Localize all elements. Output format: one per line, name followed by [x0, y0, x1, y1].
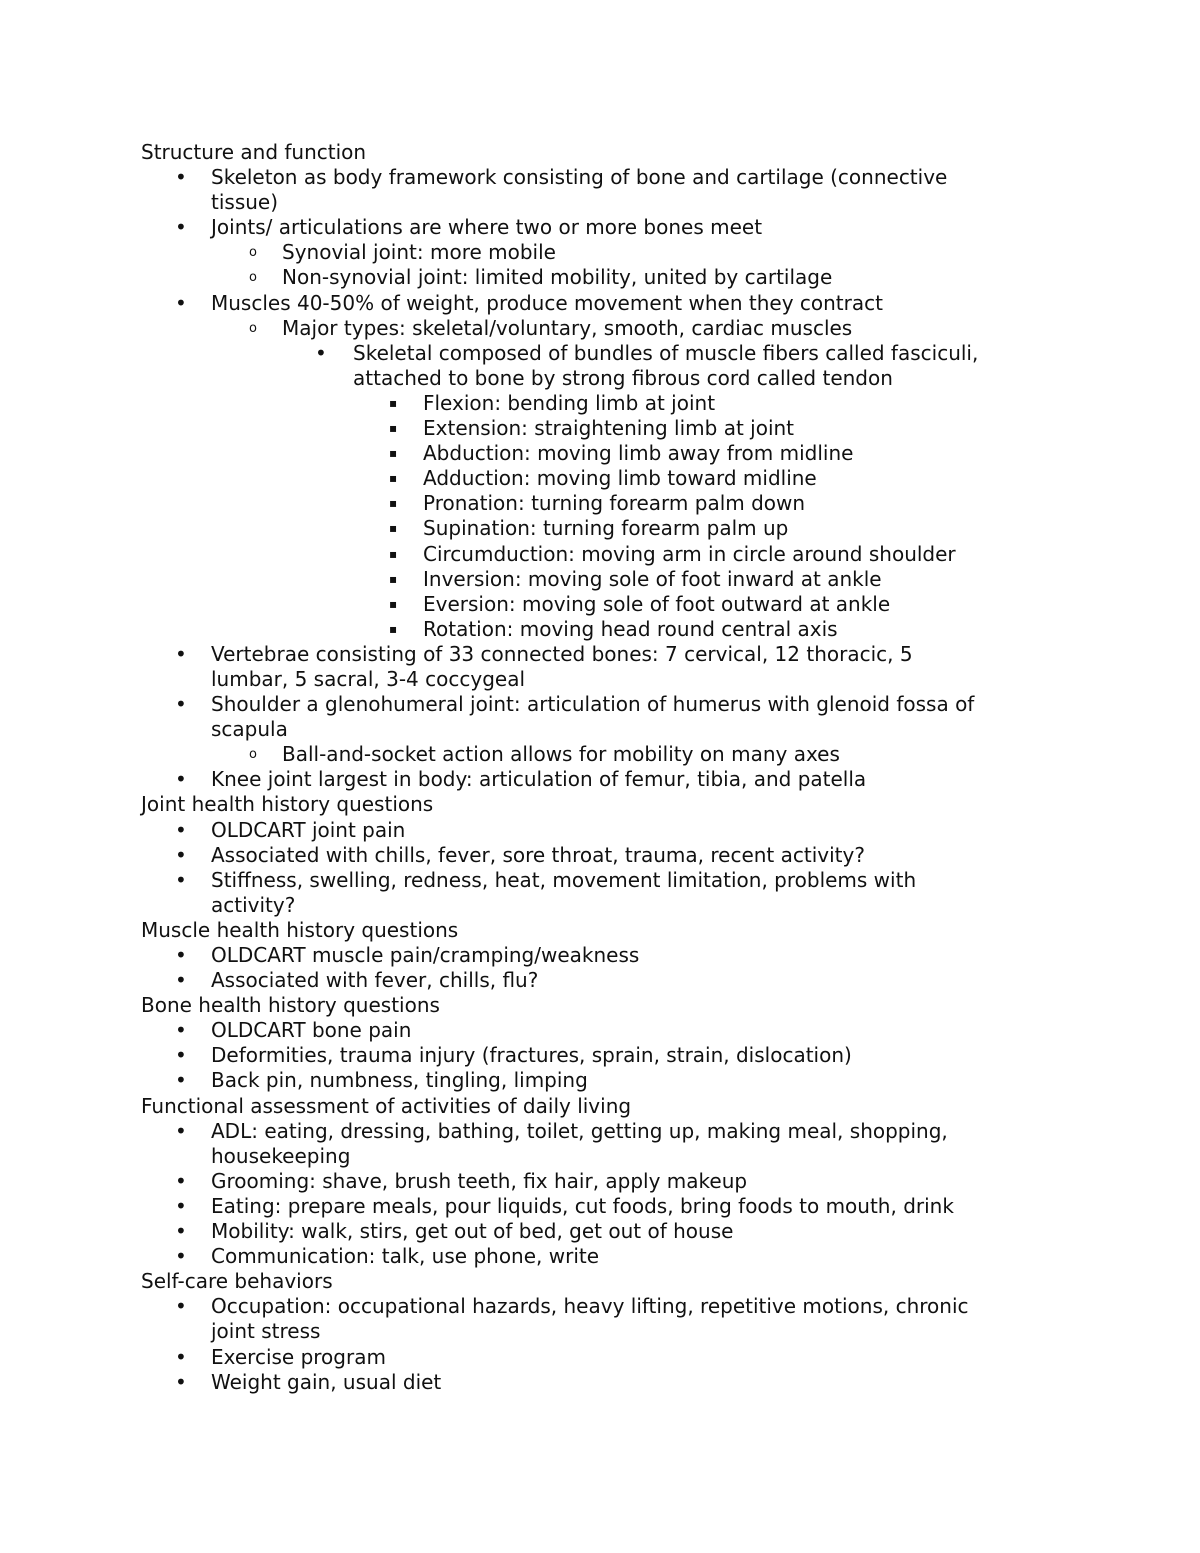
list-item-level-2 — [141, 742, 1061, 767]
section-heading: Self-care behaviors — [141, 1269, 333, 1294]
dot-bullet-icon: • — [175, 1244, 187, 1269]
list-item-text: Major types: skeletal/voluntary, smooth, cardiac muscles — [282, 315, 853, 340]
list-item-level-1 — [141, 190, 1061, 215]
list-item-text: Exercise program — [211, 1344, 386, 1369]
list-item-level-1 — [141, 1294, 1061, 1319]
circle-bullet-icon: o — [249, 245, 257, 261]
section-heading: Structure and function — [141, 140, 367, 164]
list-item-text: Muscles 40-50% of weight, produce movement when they contract — [211, 290, 883, 315]
list-item-text: Communication: talk, use phone, write — [211, 1244, 600, 1269]
list-item-text: Rotation: moving head round central axis — [423, 616, 838, 641]
list-item-text: OLDCART joint pain — [211, 817, 406, 842]
dot-bullet-icon: • — [175, 1344, 187, 1369]
list-item-text: activity? — [211, 892, 296, 917]
dot-bullet-icon: • — [175, 290, 187, 315]
list-item-text: OLDCART muscle pain/cramping/weakness — [211, 943, 640, 967]
list-item-text: Pronation: turning forearm palm down — [423, 491, 806, 516]
dot-bullet-icon: • — [175, 1294, 187, 1319]
list-item-level-1 — [141, 1068, 1061, 1093]
list-item-level-1 — [141, 1144, 1061, 1169]
list-item-level-1 — [141, 893, 1061, 918]
list-item-level-4 — [141, 592, 1061, 617]
dot-bullet-icon: • — [175, 867, 187, 892]
list-item-level-3 — [141, 341, 1061, 366]
list-item-level-1 — [141, 1219, 1061, 1244]
list-item-text: joint stress — [211, 1319, 321, 1344]
list-item-text: Grooming: shave, brush teeth, fix hair, apply makeup — [211, 1168, 748, 1193]
dot-bullet-icon: • — [175, 641, 187, 666]
list-item-level-4 — [141, 466, 1061, 491]
list-item-level-1 — [141, 1194, 1061, 1219]
square-bullet-icon: ▪ — [389, 446, 398, 461]
circle-bullet-icon: o — [249, 747, 257, 763]
circle-bullet-icon: o — [249, 320, 257, 336]
dot-bullet-icon: • — [175, 767, 187, 792]
list-item-level-4 — [141, 441, 1061, 466]
list-item-level-4 — [141, 391, 1061, 416]
dot-bullet-icon: • — [175, 1118, 187, 1143]
square-bullet-icon: ▪ — [389, 621, 398, 636]
list-item-level-4 — [141, 416, 1061, 441]
list-item-level-1 — [141, 1244, 1061, 1269]
list-item-level-4 — [141, 491, 1061, 516]
list-item-level-1 — [141, 968, 1061, 993]
dot-bullet-icon: • — [175, 817, 187, 842]
dot-bullet-icon: • — [175, 165, 187, 190]
document-body — [141, 140, 1061, 1395]
list-item-level-1 — [141, 1319, 1061, 1344]
list-item-level-1 — [141, 843, 1061, 868]
list-item-level-4 — [141, 567, 1061, 592]
list-item-level-1 — [141, 692, 1061, 717]
list-item-level-2 — [141, 265, 1061, 290]
list-item-level-1 — [141, 1119, 1061, 1144]
dot-bullet-icon: • — [175, 968, 187, 993]
list-item-text: Joints/ articulations are where two or more bones meet — [211, 215, 763, 240]
list-item-text: lumbar, 5 sacral, 3-4 coccygeal — [211, 666, 526, 691]
section-heading: Joint health history questions — [141, 792, 434, 817]
list-item-level-4 — [141, 542, 1061, 567]
list-item-text: Synovial joint: more mobile — [282, 240, 556, 265]
list-item-level-1 — [141, 1169, 1061, 1194]
list-item-text: scapula — [211, 717, 288, 742]
section-heading: Bone health history questions — [141, 993, 440, 1018]
list-item-level-1 — [141, 1018, 1061, 1043]
circle-bullet-icon: o — [249, 270, 257, 286]
section-heading: Muscle health history questions — [141, 917, 459, 942]
list-item-text: Weight gain, usual diet — [211, 1369, 442, 1394]
dot-bullet-icon: • — [315, 340, 327, 365]
list-item-text: Skeleton as body framework consisting of bone and cartilage (connective — [211, 165, 948, 190]
dot-bullet-icon: • — [175, 1068, 187, 1093]
dot-bullet-icon: • — [175, 215, 187, 240]
list-item-text: Deformities, trauma injury (fractures, sprain, strain, dislocation) — [211, 1043, 852, 1068]
list-item-text: Vertebrae consisting of 33 connected bones: 7 cervical, 12 thoracic, 5 — [211, 641, 913, 666]
list-item-text: Associated with fever, chills, flu? — [211, 968, 539, 993]
square-bullet-icon: ▪ — [389, 421, 398, 436]
list-item-level-4 — [141, 516, 1061, 541]
dot-bullet-icon: • — [175, 1043, 187, 1068]
dot-bullet-icon: • — [175, 1219, 187, 1244]
list-item-text: Eating: prepare meals, pour liquids, cut foods, bring foods to mouth, drink — [211, 1193, 954, 1218]
list-item-level-1 — [141, 767, 1061, 792]
list-item-level-1 — [141, 717, 1061, 742]
dot-bullet-icon: • — [175, 1168, 187, 1193]
list-item-text: Eversion: moving sole of foot outward at ankle — [423, 591, 891, 616]
dot-bullet-icon: • — [175, 1369, 187, 1394]
list-item-text: Abduction: moving limb away from midline — [423, 441, 854, 466]
list-item-text: Occupation: occupational hazards, heavy lifting, repetitive motions, chronic — [211, 1294, 969, 1319]
dot-bullet-icon: • — [175, 692, 187, 717]
section-heading: Functional assessment of activities of daily living — [141, 1093, 632, 1118]
dot-bullet-icon: • — [175, 943, 187, 967]
list-item-text: Knee joint largest in body: articulation of femur, tibia, and patella — [211, 767, 867, 792]
dot-bullet-icon: • — [175, 1018, 187, 1043]
list-item-level-2 — [141, 316, 1061, 341]
list-item-text: Inversion: moving sole of foot inward at ankle — [423, 566, 882, 591]
list-item-level-1 — [141, 667, 1061, 692]
list-item-level-1 — [141, 943, 1061, 968]
list-item-level-1 — [141, 165, 1061, 190]
list-item-level-1 — [141, 1043, 1061, 1068]
list-item-text: Skeletal composed of bundles of muscle fibers called fasciculi, — [353, 340, 979, 365]
square-bullet-icon: ▪ — [389, 596, 398, 611]
list-item-text: ADL: eating, dressing, bathing, toilet, getting up, making meal, shopping, — [211, 1118, 948, 1143]
list-item-text: Flexion: bending limb at joint — [423, 390, 716, 415]
square-bullet-icon: ▪ — [389, 496, 398, 511]
square-bullet-icon: ▪ — [389, 471, 398, 486]
list-item-level-1 — [141, 291, 1061, 316]
list-item-level-1 — [141, 215, 1061, 240]
list-item-text: Ball-and-socket action allows for mobility on many axes — [282, 742, 840, 767]
list-item-text: Non-synovial joint: limited mobility, united by cartilage — [282, 265, 833, 290]
list-item-text: tissue) — [211, 190, 279, 215]
list-item-level-1 — [141, 1345, 1061, 1370]
list-item-text: Adduction: moving limb toward midline — [423, 466, 817, 491]
list-item-text: Mobility: walk, stirs, get out of bed, get out of house — [211, 1219, 734, 1244]
list-item-level-2 — [141, 240, 1061, 265]
list-item-level-1 — [141, 642, 1061, 667]
dot-bullet-icon: • — [175, 842, 187, 867]
list-item-level-3 — [141, 366, 1061, 391]
square-bullet-icon: ▪ — [389, 521, 398, 536]
dot-bullet-icon: • — [175, 1193, 187, 1218]
square-bullet-icon: ▪ — [389, 571, 398, 586]
list-item-text: Shoulder a glenohumeral joint: articulation of humerus with glenoid fossa of — [211, 692, 975, 717]
list-item-text: Extension: straightening limb at joint — [423, 416, 795, 441]
list-item-text: attached to bone by strong fibrous cord called tendon — [353, 365, 893, 390]
list-item-text: Circumduction: moving arm in circle around shoulder — [423, 541, 956, 566]
list-item-text: Supination: turning forearm palm up — [423, 516, 789, 541]
list-item-level-1 — [141, 868, 1061, 893]
list-item-level-1 — [141, 818, 1061, 843]
list-item-text: OLDCART bone pain — [211, 1018, 412, 1043]
list-item-text: Associated with chills, fever, sore throat, trauma, recent activity? — [211, 842, 865, 867]
list-item-level-4 — [141, 617, 1061, 642]
list-item-level-1 — [141, 1370, 1061, 1395]
square-bullet-icon: ▪ — [389, 395, 398, 410]
list-item-text: Back pin, numbness, tingling, limping — [211, 1068, 588, 1093]
list-item-text: Stiffness, swelling, redness, heat, movement limitation, problems with — [211, 867, 917, 892]
list-item-text: housekeeping — [211, 1143, 351, 1168]
square-bullet-icon: ▪ — [389, 546, 398, 561]
